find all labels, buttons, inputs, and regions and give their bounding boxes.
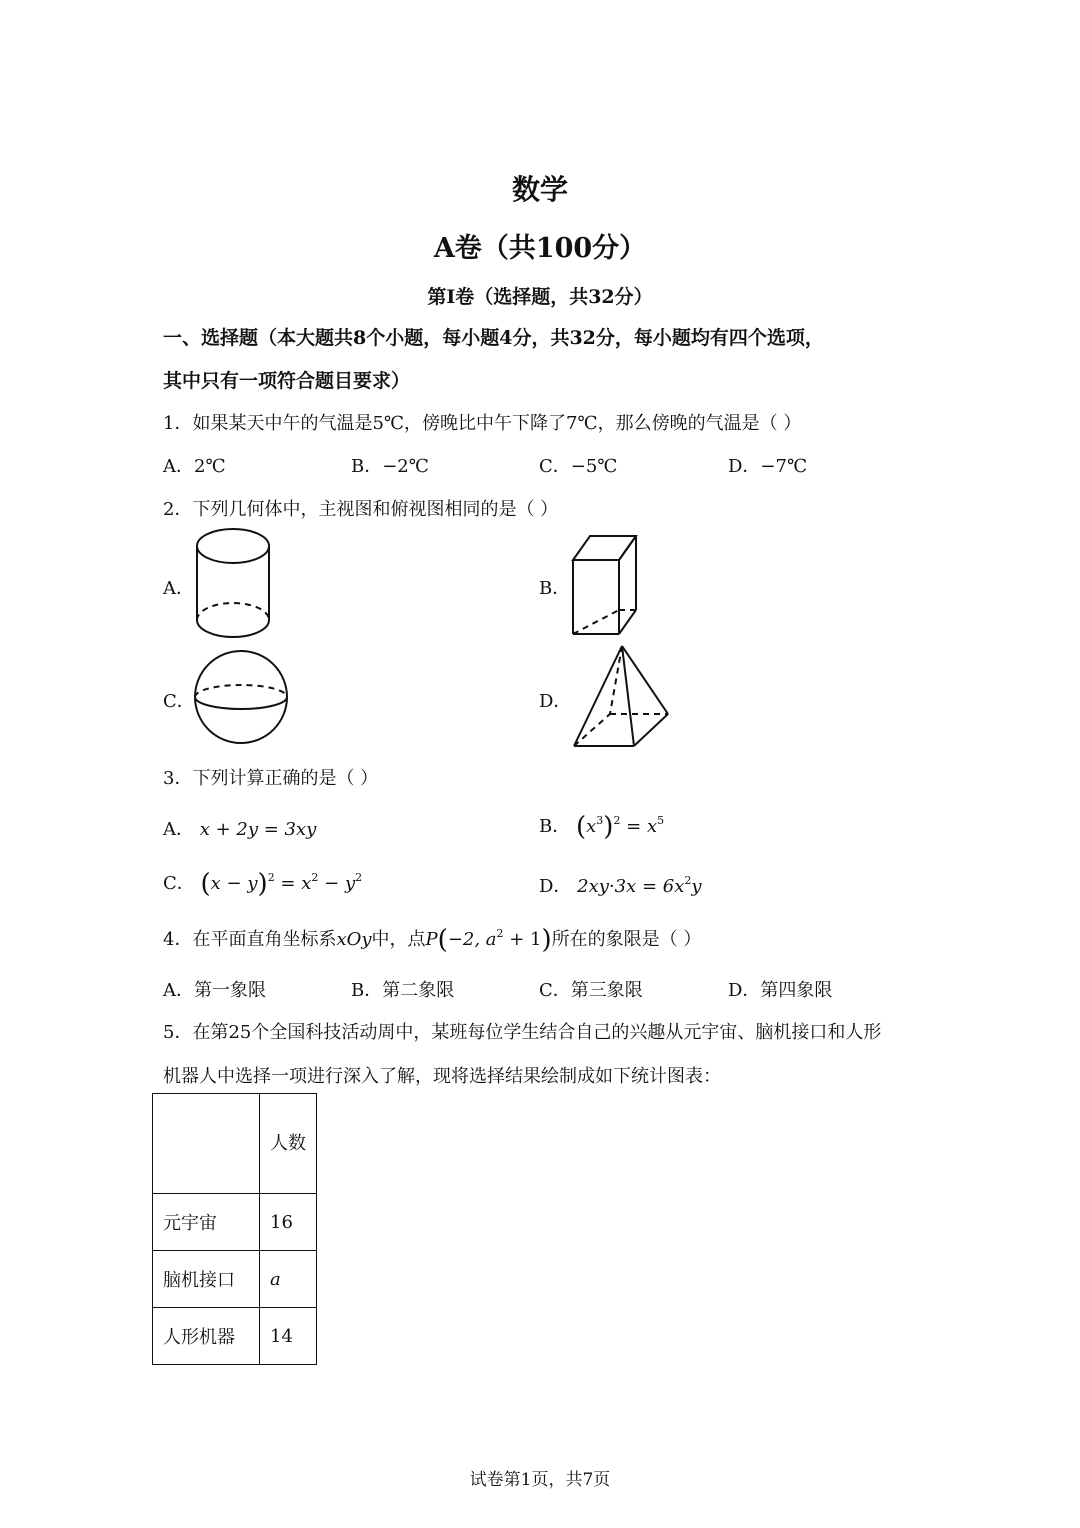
- question-2-stem: 2．下列几何体中，主视图和俯视图相同的是（ ）: [163, 499, 559, 520]
- table-corner-cell: [153, 1094, 260, 1194]
- stem-part-2: 中，点: [371, 929, 426, 950]
- close-paren: ): [257, 869, 268, 899]
- outer-exponent: 2: [267, 871, 275, 884]
- question-2-option-d: D．: [539, 691, 572, 712]
- point-coordinates-tail: + 1: [503, 929, 542, 950]
- question-1-option-c: C．−5℃: [539, 456, 618, 477]
- question-3-stem: 3．下列计算正确的是（ ）: [163, 768, 379, 789]
- cylinder-icon: [190, 526, 276, 642]
- question-1-option-b: B．−2℃: [351, 456, 429, 477]
- question-2-option-c: C．: [163, 691, 195, 712]
- question-3-option-a: [163, 815, 316, 841]
- question-4-option-a: A．第一象限: [163, 980, 266, 1001]
- table-header-cell: 人数: [260, 1094, 317, 1194]
- option-label: B．: [539, 816, 571, 837]
- close-paren: ): [603, 812, 614, 842]
- stem-part-3: 所在的象限是（ ）: [551, 929, 702, 950]
- triangular-prism-icon: [566, 526, 646, 640]
- question-1-option-d: D．−7℃: [728, 456, 808, 477]
- stem-part-1: 4．在平面直角坐标系: [163, 929, 337, 950]
- table-row-value: 16: [260, 1194, 317, 1251]
- statistics-table: [152, 1093, 317, 1365]
- open-paren: (: [200, 869, 211, 899]
- table-row: [153, 1251, 317, 1308]
- inner-exponent: 3: [596, 814, 604, 827]
- option-label: A．: [163, 819, 194, 840]
- term-2: y: [344, 873, 356, 894]
- close-paren: ): [541, 925, 552, 955]
- base-variable: x: [586, 816, 597, 837]
- term-1-exponent: 2: [311, 871, 319, 884]
- question-4-stem: [163, 925, 701, 955]
- table-row-label: 元宇宙: [153, 1194, 260, 1251]
- inner-expression: x − y: [210, 873, 258, 894]
- section-heading-line1: 一、选择题（本大题共8个小题，每小题4分，共32分，每小题均有四个选项，: [163, 327, 824, 349]
- expression-tail: y: [691, 876, 702, 897]
- option-label: C．: [163, 873, 195, 894]
- paper-subtitle: A卷（共100分）: [433, 233, 647, 264]
- question-4-option-d: D．第四象限: [728, 980, 833, 1001]
- point-coordinates: −2, a: [447, 929, 497, 950]
- result-variable: x: [647, 816, 658, 837]
- section-heading-line2: 其中只有一项符合题目要求）: [163, 370, 411, 392]
- result-exponent: 5: [657, 814, 665, 827]
- table-row: [153, 1194, 317, 1251]
- question-2-option-b: B．: [539, 578, 571, 599]
- page-footer: 试卷第1页，共7页: [469, 1470, 611, 1490]
- question-3-option-d: [539, 872, 702, 898]
- point-name: P: [425, 929, 438, 950]
- option-expression: x + 2y = 3xy: [199, 819, 317, 840]
- option-label: D．: [539, 876, 572, 897]
- question-2-option-a: A．: [163, 578, 194, 599]
- table-row-value: 14: [260, 1308, 317, 1365]
- table-row-value: a: [260, 1251, 317, 1308]
- sphere-icon: [189, 650, 293, 746]
- term-2-exponent: 2: [355, 871, 363, 884]
- term-1: x: [301, 873, 312, 894]
- option-expression: 2xy·3x = 6x: [577, 876, 685, 897]
- question-4-option-b: B．第二象限: [351, 980, 455, 1001]
- square-pyramid-icon: [570, 642, 674, 752]
- question-3-option-c: [163, 869, 362, 899]
- outer-exponent: 2: [613, 814, 621, 827]
- equals-sign: =: [280, 873, 296, 894]
- part-heading: 第Ⅰ卷（选择题，共32分）: [427, 286, 653, 308]
- question-3-option-b: [539, 812, 664, 842]
- table-row-label: 脑机接口: [153, 1251, 260, 1308]
- open-paren: (: [575, 812, 587, 842]
- question-5-stem-line2: 机器人中选择一项进行深入了解，现将选择结果绘制成如下统计图表：: [163, 1066, 721, 1087]
- open-paren: (: [437, 925, 448, 955]
- table-row: [153, 1308, 317, 1365]
- coordinate-system: xOy: [336, 929, 372, 950]
- page-title: 数学: [511, 173, 568, 206]
- coordinate-exponent: 2: [496, 927, 504, 940]
- table-row-label: 人形机器: [153, 1308, 260, 1365]
- question-4-option-c: C．第三象限: [539, 980, 643, 1001]
- exponent: 2: [684, 874, 692, 887]
- question-5-stem-line1: 5．在第25个全国科技活动周中，某班每位学生结合自己的兴趣从元宇宙、脑机接口和人形: [163, 1022, 882, 1043]
- minus-sign: −: [324, 873, 340, 894]
- table-header-row: [153, 1094, 317, 1194]
- question-1-option-a: A．2℃: [163, 456, 226, 477]
- equals-sign: =: [626, 816, 642, 837]
- question-1-stem: 1．如果某天中午的气温是5℃，傍晚比中午下降了7℃，那么傍晚的气温是（ ）: [163, 413, 802, 434]
